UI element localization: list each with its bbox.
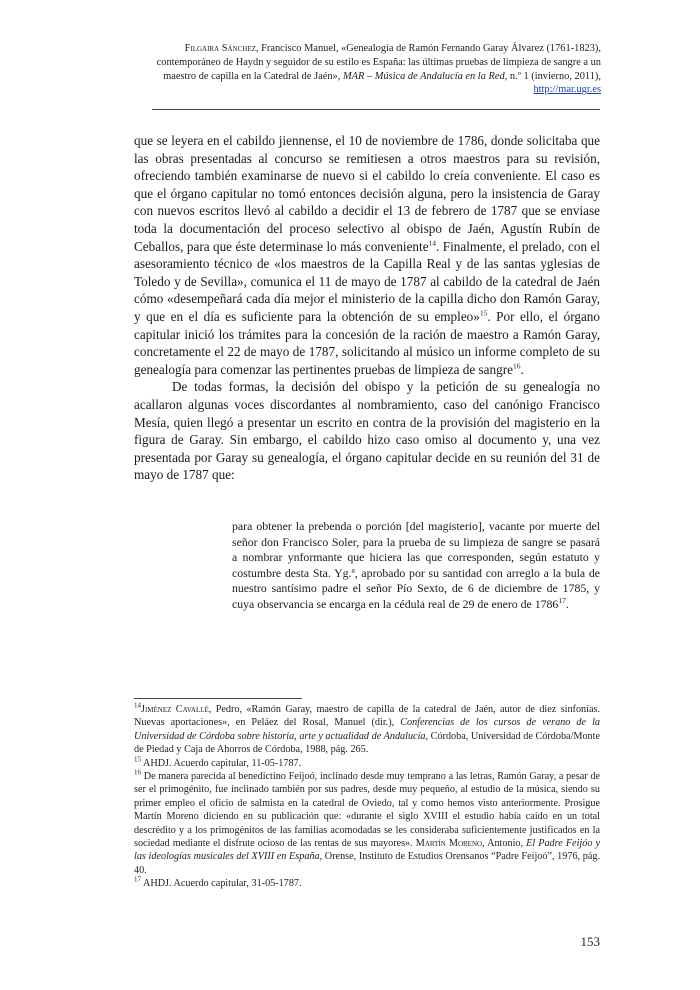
paragraph-1-part-a: que se leyera en el cabildo jiennense, el 10 de noviembre de 1786, donde solicitaba que las obras presentadas al concurso se remitiesen a otros maestros para su revisión, ofreciendo también examinarse de nuevo si el cabildo lo creía conveniente. El caso es que el órgano capitular no tomó entonces decisión alguna, pero la insistencia de Garay con nuevos escritos llevó al cabildo a decidir el 13 de febrero de 1787 que se enviase toda la documentación del proceso selectivo al obispo de Jaén, Agustín Rubín de Ceballos, para que éste determinase lo más conveniente [134,133,600,254]
footnote-number: 16 [134,768,141,777]
paragraph-1-part-b: . Finalmente, el prelado, con el asesoramiento técnico de «los maestros de la Capilla Real y de las santas yglesias de Toledo y de Sevilla», comunica el 11 de mayo de 1787 al cabildo de la catedral de Jaén cómo «desempeñará cada día mejor el ministerio de la capilla dicho don Ramón Garay, y que en el día es suficiente para la obtención de su empleo» [134,238,600,324]
quote-text: para obtener la prebenda o porción [del magisterio], vacante por muerte del señor don Francisco Soler, para la prueba de su limpieza de sangre se pasará a nombrar ynformante que hiciera las que corresponden, según estatuto y costumbre desta Sta. Yg.ª, aprobado por su santidad con arreglo a la bula de nuestro santísimo padre el señor Pío Sexto, de 6 de diciembre de 1785, y cuya observancia se encarga en la cédula real de 29 de enero de 1786 [232,519,600,611]
footnote-title: El Padre Feijóo y las ideologías musicales del XVIII en España [134,838,600,863]
body-text [134,132,600,484]
footnote-16 [134,770,600,877]
quote-end: . [565,596,569,611]
footnote-text: , Córdoba, Universidad de Córdoba/Monte de Piedad y Caja de Ahorros de Córdoba, 1988, pág. 265. [134,730,600,756]
header-issue: , n.º 1 (invierno, 2011), [504,70,601,82]
footnote-number: 17 [134,875,141,884]
footnotes [134,703,600,891]
paragraph-1-part-c: . Por ello, el órgano capitular inició los trámites para la concesión de la ración de maestro a Ramón Garay, concretamente el 22 de mayo de 1787, solicitando al músico un informe completo de su genealogía para comenzar las pertinentes pruebas de limpieza de sangre [134,308,600,377]
footnote-number: 14 [134,701,141,710]
footnote-text: , Antonio, [482,838,527,850]
footnote-14 [134,703,600,757]
header-author: Filgaira Sánchez [184,43,256,54]
footnote-ref-16[interactable]: 16 [512,361,521,371]
footnote-number: 15 [134,755,141,764]
footnote-text: , Pedro, «Ramón Garay, maestro de capilla de la catedral de Jaén, autor de diez sinfonías. Nuevas aportaciones», en Peláez del Rosal, Manuel (dir.), [134,704,601,729]
footnote-text: , Orense, Instituto de Estudios Orensanos “Padre Feijoó”, 1976, pág. 40. [134,851,600,876]
paragraph-1-part-d: . [520,361,524,377]
footnote-rule [134,698,302,699]
footnote-text: AHDJ. Acuerdo capitular, 11-05-1787. [141,757,302,769]
page-number: 153 [580,934,600,949]
header-journal: MAR – Música de Andalucía en la Red [342,70,505,82]
footnote-author: Martín Moreno [415,838,483,850]
header-url-link[interactable]: http://mar.ugr.es [533,84,601,96]
footnote-ref-17[interactable]: 17 [558,596,566,606]
footnote-ref-14[interactable]: 14 [428,238,437,248]
footnote-text: De manera parecida al benedictino Feijoó, inclinado desde muy temprano a las letras, Ramón Garay, a pesar de ser el primogénito, fue inclinado también por sus padres, desde muy pequeño, al estudio de la música, siendo su primer empleo el oficio de salmista en la catedral de Oviedo, tal y como hemos visto anteriormente. Prosigue Martín Moreno diciendo en su publicación que: «durante el siglo XVIII el estudio había caído en un total descrédito y a los primogénitos de las familias acomodadas se les consideraba suficientemente justificados en la sociedad mediante el disfrute ocioso de las rentas de sus mayores». [134,771,600,850]
footnote-15 [134,757,600,770]
block-quote [232,519,600,613]
footnote-17 [134,877,600,890]
footnote-author: Jiménez Cavallé [141,704,209,715]
footnote-title: Conferencias de los cursos de verano de la Universidad de Córdoba sobre historia, arte y actualidad de Andalucía [134,717,600,742]
paragraph-1 [134,132,600,378]
header-citation: , Francisco Manuel, «Genealogía de Ramón Fernando Garay Álvarez (1761-1823), contemporáneo de Haydn y seguidor de su estilo es España: las últimas pruebas de limpieza de sangre a un maestro de capilla en la Catedral de Jaén», [156,43,601,82]
paragraph-2: De todas formas, la decisión del obispo y la petición de su genealogía no acallaron algunas voces discordantes al nombramiento, caso del canónigo Francisco Mesía, quien llegó a presentar un escrito en contra de la provisión del magisterio en la figura de Garay. Sin embargo, el cabildo hizo caso omiso al documento y, una vez presentada por Garay su genealogía, el órgano capitular decide en su reunión del 31 de mayo de 1787 que: [134,379,600,483]
header-rule [152,109,600,110]
footnote-text: AHDJ. Acuerdo capitular, 31-05-1787. [141,878,302,890]
footnote-ref-15[interactable]: 15 [479,308,488,318]
running-header [135,42,601,97]
